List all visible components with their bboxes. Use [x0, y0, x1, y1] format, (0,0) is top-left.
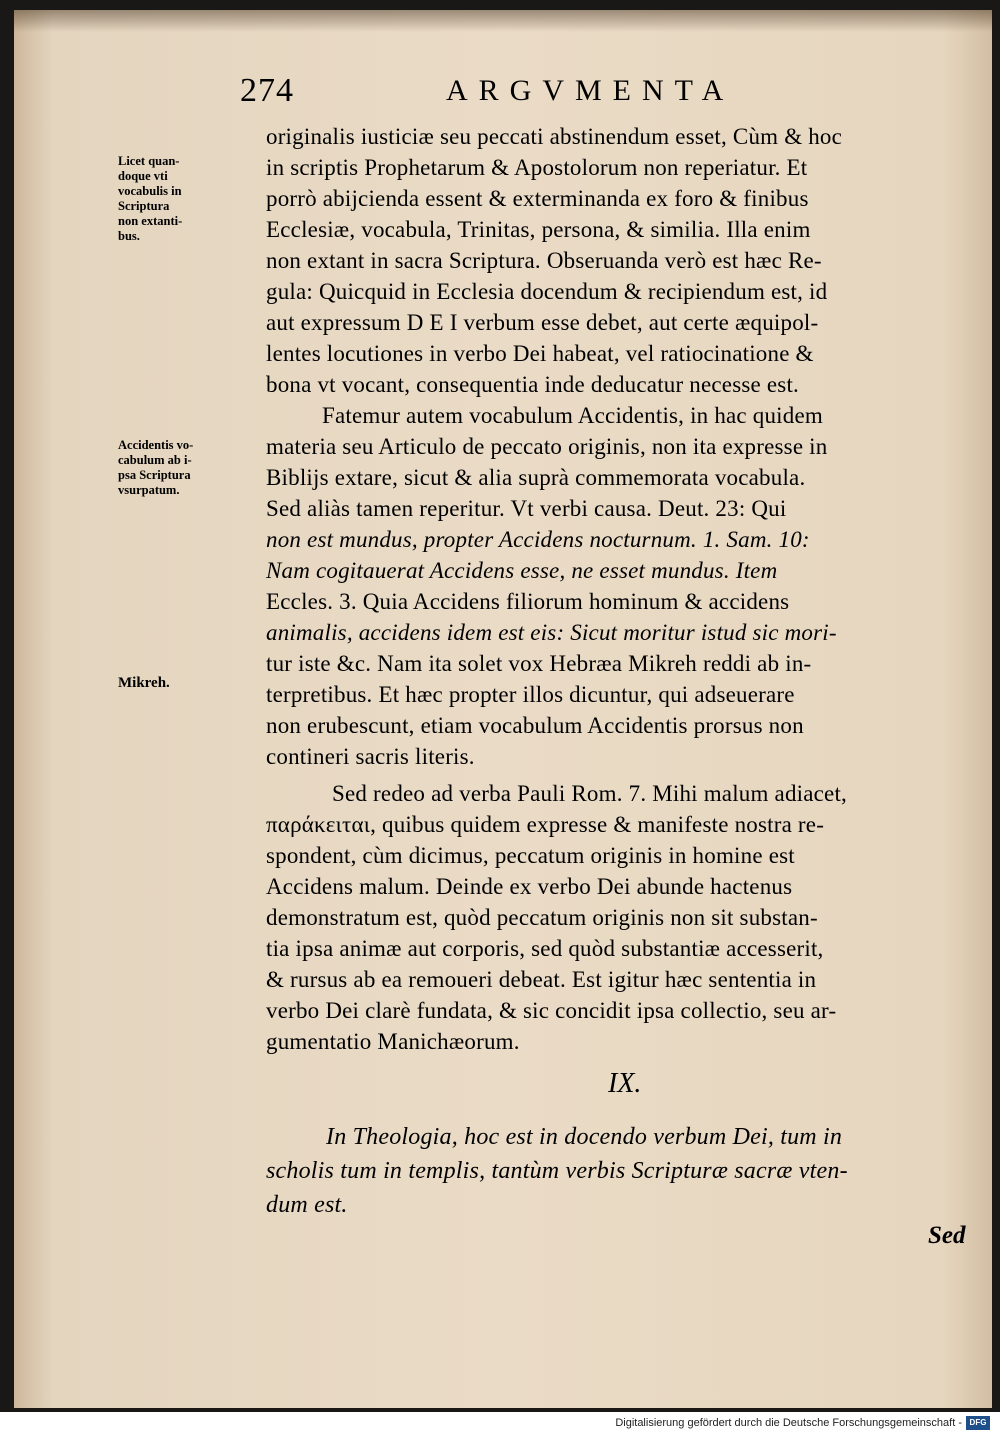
body-line: non erubescunt, etiam vocabulum Accidentis prorsus non [266, 713, 804, 738]
body-line: terpretibus. Et hæc propter illos dicuntur, qui adseuerare [266, 682, 795, 707]
body-line: porrò abijcienda essent & exterminanda ex foro & finibus [266, 186, 809, 211]
body-line: Biblijs extare, sicut & alia suprà commemorata vocabula. [266, 465, 806, 490]
body-line: verbo Dei clarè fundata, & sic concidit ipsa collectio, seu ar- [266, 998, 837, 1023]
body-line: originalis iusticiæ seu peccati abstinendum esset, Cùm & hoc [266, 124, 843, 149]
dfg-logo: DFG [966, 1416, 990, 1430]
body-line: Eccles. 3. Quia Accidens filiorum hominum & accidens [266, 589, 790, 614]
body-line: Nam cogitauerat Accidens esse, ne esset mundus. Item [266, 558, 778, 583]
margin-note-line: vsurpatum. [118, 483, 180, 497]
body-line: gumentatio Manichæorum. [266, 1029, 520, 1054]
page-shadow [14, 10, 992, 32]
margin-note-line: Mikreh. [118, 675, 170, 691]
margin-note-line: bus. [118, 229, 140, 243]
body-line: aut expressum D E I verbum esse debet, aut certe æquipol- [266, 310, 819, 335]
margin-note-line: cabulum ab i- [118, 453, 192, 467]
thesis-line: scholis tum in templis, tantùm verbis Scripturæ sacræ vten- [266, 1158, 848, 1184]
body-line: in scriptis Prophetarum & Apostolorum non reperiatur. Et [266, 155, 808, 180]
body-line: animalis, accidens idem est eis: Sicut moritur istud sic mori- [266, 620, 837, 645]
body-line: Sed aliàs tamen reperitur. Vt verbi causa. Deut. 23: Qui [266, 496, 787, 521]
body-line: gula: Quicquid in Ecclesia docendum & recipiendum est, id [266, 279, 828, 304]
margin-note-line: non extanti- [118, 214, 183, 228]
thesis-line: In Theologia, hoc est in docendo verbum Dei, tum in [326, 1124, 843, 1150]
body-line: spondent, cùm dicimus, peccatum originis in homine est [266, 843, 795, 868]
body-line: Fatemur autem vocabulum Accidentis, in hac quidem [322, 403, 823, 428]
margin-note-line: Scriptura [118, 199, 170, 213]
catchword: Sed [928, 1222, 966, 1249]
body-line: lentes locutiones in verbo Dei habeat, vel ratiocinatione & [266, 341, 814, 366]
margin-note-line: vocabulis in [118, 184, 182, 198]
margin-note-line: Licet quan- [118, 154, 180, 168]
body-line: materia seu Articulo de peccato originis, non ita expresse in [266, 434, 828, 459]
thesis-line: dum est. [266, 1192, 348, 1218]
body-line: παράκειται, quibus quidem expresse & manifeste nostra re- [266, 812, 825, 837]
margin-note [118, 154, 182, 244]
margin-note-line: Accidentis vo- [118, 438, 194, 452]
section-heading: IX. [608, 1068, 642, 1099]
digitization-credit: Digitalisierung gefördert durch die Deutsche Forschungsgemeinschaft - [615, 1417, 962, 1429]
body-line: non extant in sacra Scriptura. Obseruanda verò est hæc Re- [266, 248, 822, 273]
body-line: tia ipsa animæ aut corporis, sed quòd substantiæ accesserit, [266, 936, 824, 961]
body-line: tur iste &c. Nam ita solet vox Hebræa Mikreh reddi ab in- [266, 651, 812, 676]
page-number: 274 [240, 72, 294, 109]
margin-note-line: psa Scriptura [118, 468, 191, 482]
body-line: Ecclesiæ, vocabula, Trinitas, persona, & similia. Illa enim [266, 217, 811, 242]
body-line: non est mundus, propter Accidens nocturnum. 1. Sam. 10: [266, 527, 810, 552]
running-head: ARGVMENTA [446, 74, 735, 107]
margin-note-line: doque vti [118, 169, 168, 183]
margin-note [118, 676, 170, 691]
body-line: Accidens malum. Deinde ex verbo Dei abunde hactenus [266, 874, 793, 899]
body-line: contineri sacris literis. [266, 744, 475, 769]
margin-note [118, 438, 193, 498]
body-line: bona vt vocant, consequentia inde deducatur necesse est. [266, 372, 799, 397]
body-line: & rursus ab ea remoueri debeat. Est igitur hæc sententia in [266, 967, 817, 992]
body-line: Sed redeo ad verba Pauli Rom. 7. Mihi malum adiacet, [332, 781, 847, 806]
body-line: demonstratum est, quòd peccatum originis non sit substan- [266, 905, 818, 930]
